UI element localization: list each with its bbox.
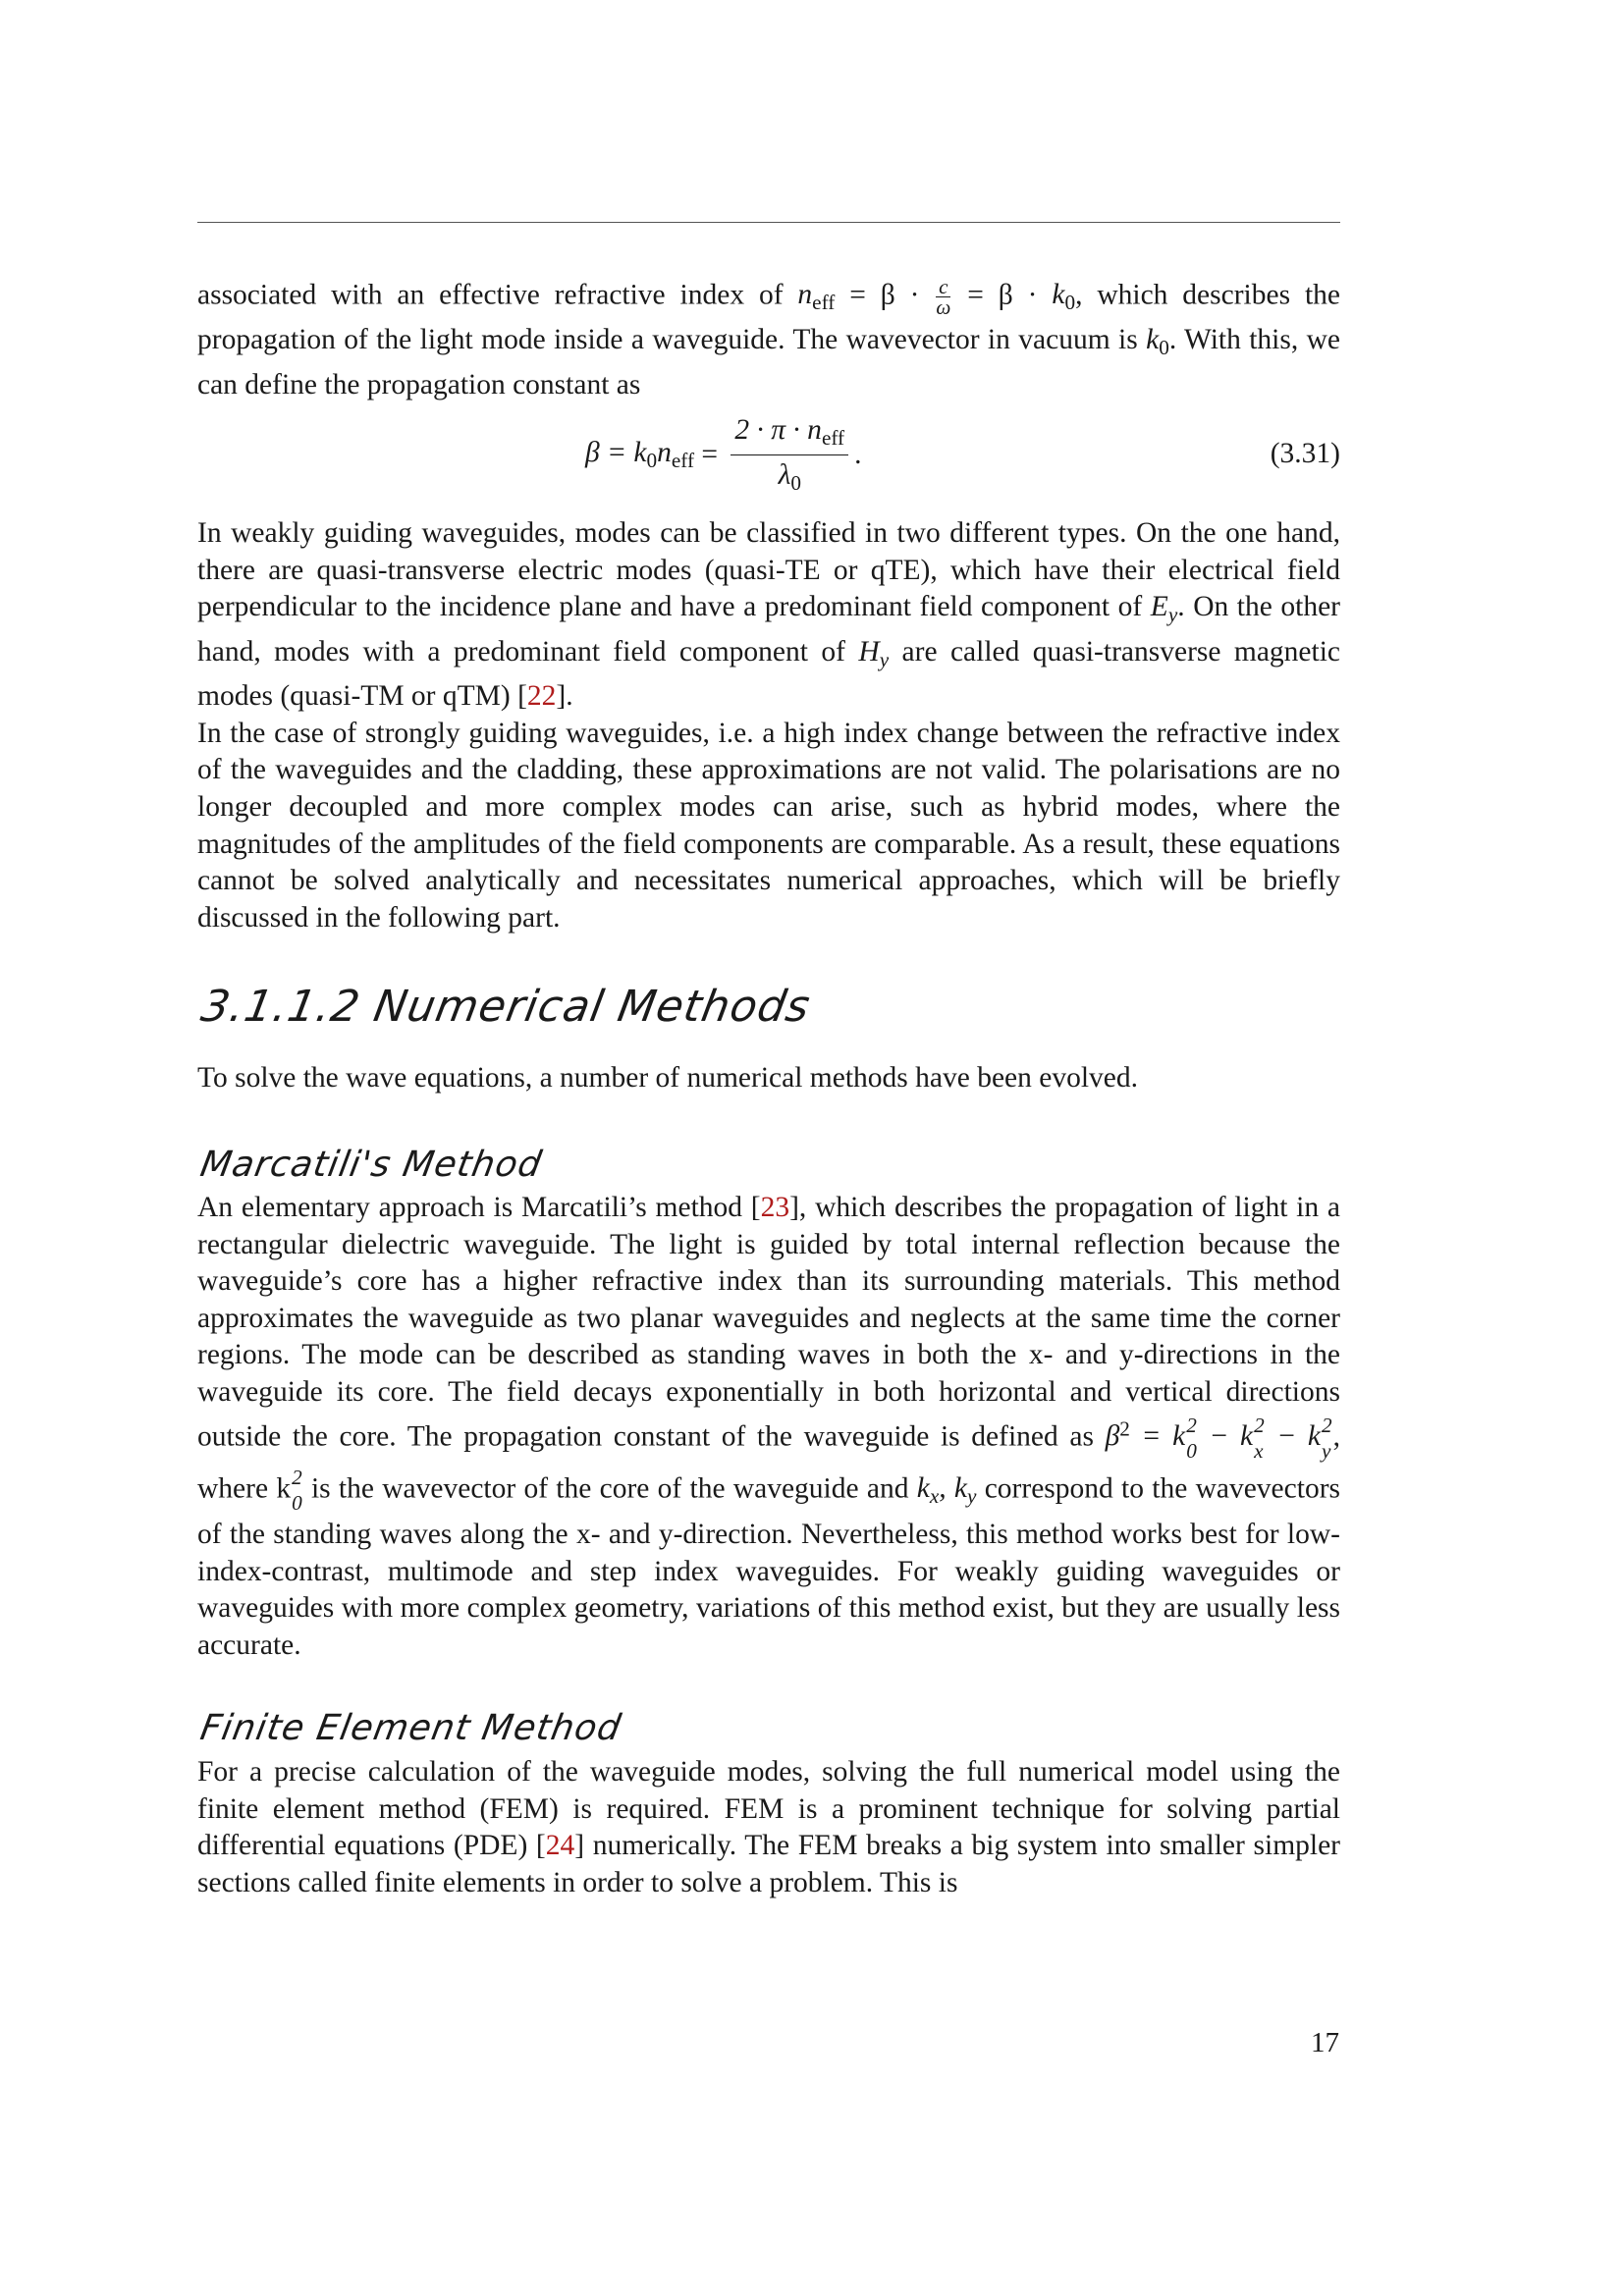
superscript: 2 <box>1254 1413 1265 1437</box>
paragraph-effective-index <box>197 277 1340 403</box>
math-symbol: k <box>916 1472 930 1505</box>
text-span: . On the other hand, modes with a predominant field component of <box>197 591 1340 667</box>
citation-link[interactable]: 24 <box>545 1830 575 1862</box>
subscript: x <box>1254 1439 1264 1464</box>
paragraph-weakly-guiding <box>197 515 1340 936</box>
equation-lhs-n: n <box>657 436 672 468</box>
superscript: 2 <box>1186 1413 1197 1437</box>
text-span: = β · <box>952 279 1053 311</box>
math-k0: $k_0$ <box>1052 279 1076 315</box>
citation-link[interactable]: 23 <box>760 1192 790 1223</box>
text-span: . With this, we can define the propagation constant as <box>197 323 1340 400</box>
subscript: 0 <box>790 470 801 495</box>
fraction-numerator: c <box>936 277 950 297</box>
page-number: 17 <box>1311 2027 1339 2058</box>
subscript: y <box>1321 1439 1331 1464</box>
subscript: eff <box>821 425 845 450</box>
equation-fraction <box>731 414 848 496</box>
equation-period: . <box>854 438 862 470</box>
text-span: ] numerically. The FEM breaks a big system into smaller simpler sections called finite elements in order to solve a problem. This is <box>197 1830 1341 1898</box>
text-span: is the wavevector of the core of the waveguide and <box>302 1472 917 1505</box>
header-rule <box>197 222 1340 223</box>
equation-body <box>585 410 862 499</box>
subscript: 0 <box>646 448 658 472</box>
math-propagation-relation <box>1105 1413 1333 1464</box>
text-span: associated with an effective refractive index of <box>197 279 798 311</box>
section-heading-numerical-methods: 3.1.1.2 Numerical Methods <box>197 982 815 1032</box>
math-ey <box>1150 591 1178 627</box>
subscript: y <box>879 647 890 671</box>
subheading-marcatili: Marcatili's Method <box>197 1145 546 1185</box>
math-k0: $k_0$ <box>1146 323 1169 359</box>
sup-sub-stack <box>1254 1413 1265 1465</box>
equals-sign: = <box>694 438 726 470</box>
numerator-text: 2 · π · n <box>734 413 822 446</box>
fraction-denominator: ω <box>936 295 951 320</box>
text-span: ]. <box>556 680 573 713</box>
text-span: For a precise calculation of the waveguide modes, solving the full numerical model using the finite element method (FEM) is required. FEM is a prominent technique for solving partial differential equations (PDE) [ <box>197 1756 1340 1862</box>
subscript: y <box>967 1484 977 1509</box>
superscript: 2 <box>1321 1413 1332 1437</box>
sup-sub-stack <box>1322 1413 1332 1465</box>
math-neff: $n_{eff}$ <box>797 279 836 315</box>
superscript: 2 <box>292 1465 302 1489</box>
equation-lhs-text: β = k <box>585 436 647 468</box>
paragraph-fem <box>197 1754 1340 1901</box>
intro-text: To solve the wave equations, a number of numerical methods have been evolved. <box>197 1062 1139 1094</box>
math-hy <box>858 635 890 671</box>
text-span: are called quasi-transverse magnetic modes (quasi-TM or qTM) [ <box>197 635 1340 713</box>
equation-denominator <box>779 455 801 496</box>
subscript: 0 <box>1186 1439 1197 1464</box>
equation-3-31 <box>197 410 1340 499</box>
paragraph-strongly-guiding: In the case of strongly guiding waveguides, i.e. a high index change between the refractive index of the waveguides and the cladding, these approximations are not valid. The polarisations are no longer decoupled and more complex modes can arise, such as hybrid modes, where the magnitudes of the amplitudes of the field components are comparable. As a result, these equations cannot be solved analytically and necessitates numerical approaches, which will be briefly discussed in the following part. <box>197 717 1340 934</box>
sup-sub-stack <box>292 1465 302 1517</box>
text-span: , where k <box>197 1420 1340 1505</box>
math-symbol: = k <box>1129 1420 1186 1453</box>
text-span: In weakly guiding waveguides, modes can be classified in two different types. On the one hand, there are quasi-transverse electric modes (quasi-TE or qTE), which have their electrical field perpendicular to the incidence plane and have a predominant field component of <box>197 517 1340 623</box>
subscript: 0 <box>292 1491 302 1516</box>
math-symbol: , k <box>939 1472 967 1505</box>
fraction-c-omega <box>936 275 951 320</box>
math-symbol: E <box>1150 591 1168 623</box>
subscript: eff <box>671 448 695 472</box>
subheading-fem: Finite Element Method <box>197 1708 624 1748</box>
superscript: 2 <box>1119 1416 1130 1441</box>
subscript: y <box>1167 603 1178 627</box>
text-span: correspond to the wavevectors of the standing waves along the x- and y-direction. Nevertheless, this method works best for low-index-contrast, multimode and step index waveguides. For weakly guiding waveguides or waveguides with more complex geometry, variations of this method exist, but they are usually less accurate. <box>197 1472 1340 1661</box>
math-symbol: − k <box>1197 1420 1254 1453</box>
text-span: An elementary approach is Marcatili’s method [ <box>197 1192 761 1223</box>
text-span: , which describes the propagation of the light mode inside a waveguide. The wavevector in vacuum is <box>197 279 1340 355</box>
paragraph-marcatili <box>197 1190 1340 1664</box>
math-symbol: − k <box>1265 1420 1321 1453</box>
math-symbol: H <box>858 635 880 667</box>
text-span: ], which describes the propagation of light in a rectangular dielectric waveguide. The light is guided by total internal reflection because the waveguide’s core has a higher refractive index than its surrounding materials. This method approximates the waveguide as two planar waveguides and neglects at the same time the corner regions. The mode can be described as standing waves in both the x- and y-directions in the waveguide its core. The field decays exponentially in both horizontal and vertical directions outside the core. The propagation constant of the waveguide is defined as <box>197 1192 1340 1453</box>
denominator-text: λ <box>778 458 791 491</box>
math-kx-ky <box>916 1472 977 1509</box>
equation-number: (3.31) <box>1270 438 1340 469</box>
equation-numerator <box>731 414 848 455</box>
math-symbol: β <box>1105 1420 1120 1453</box>
paragraph-intro-methods <box>197 1060 1340 1097</box>
text-span: = β · <box>835 279 935 311</box>
citation-link[interactable]: 22 <box>526 680 557 713</box>
sup-sub-stack <box>1186 1413 1197 1465</box>
subscript: x <box>929 1484 940 1509</box>
equation-lhs <box>585 437 694 473</box>
